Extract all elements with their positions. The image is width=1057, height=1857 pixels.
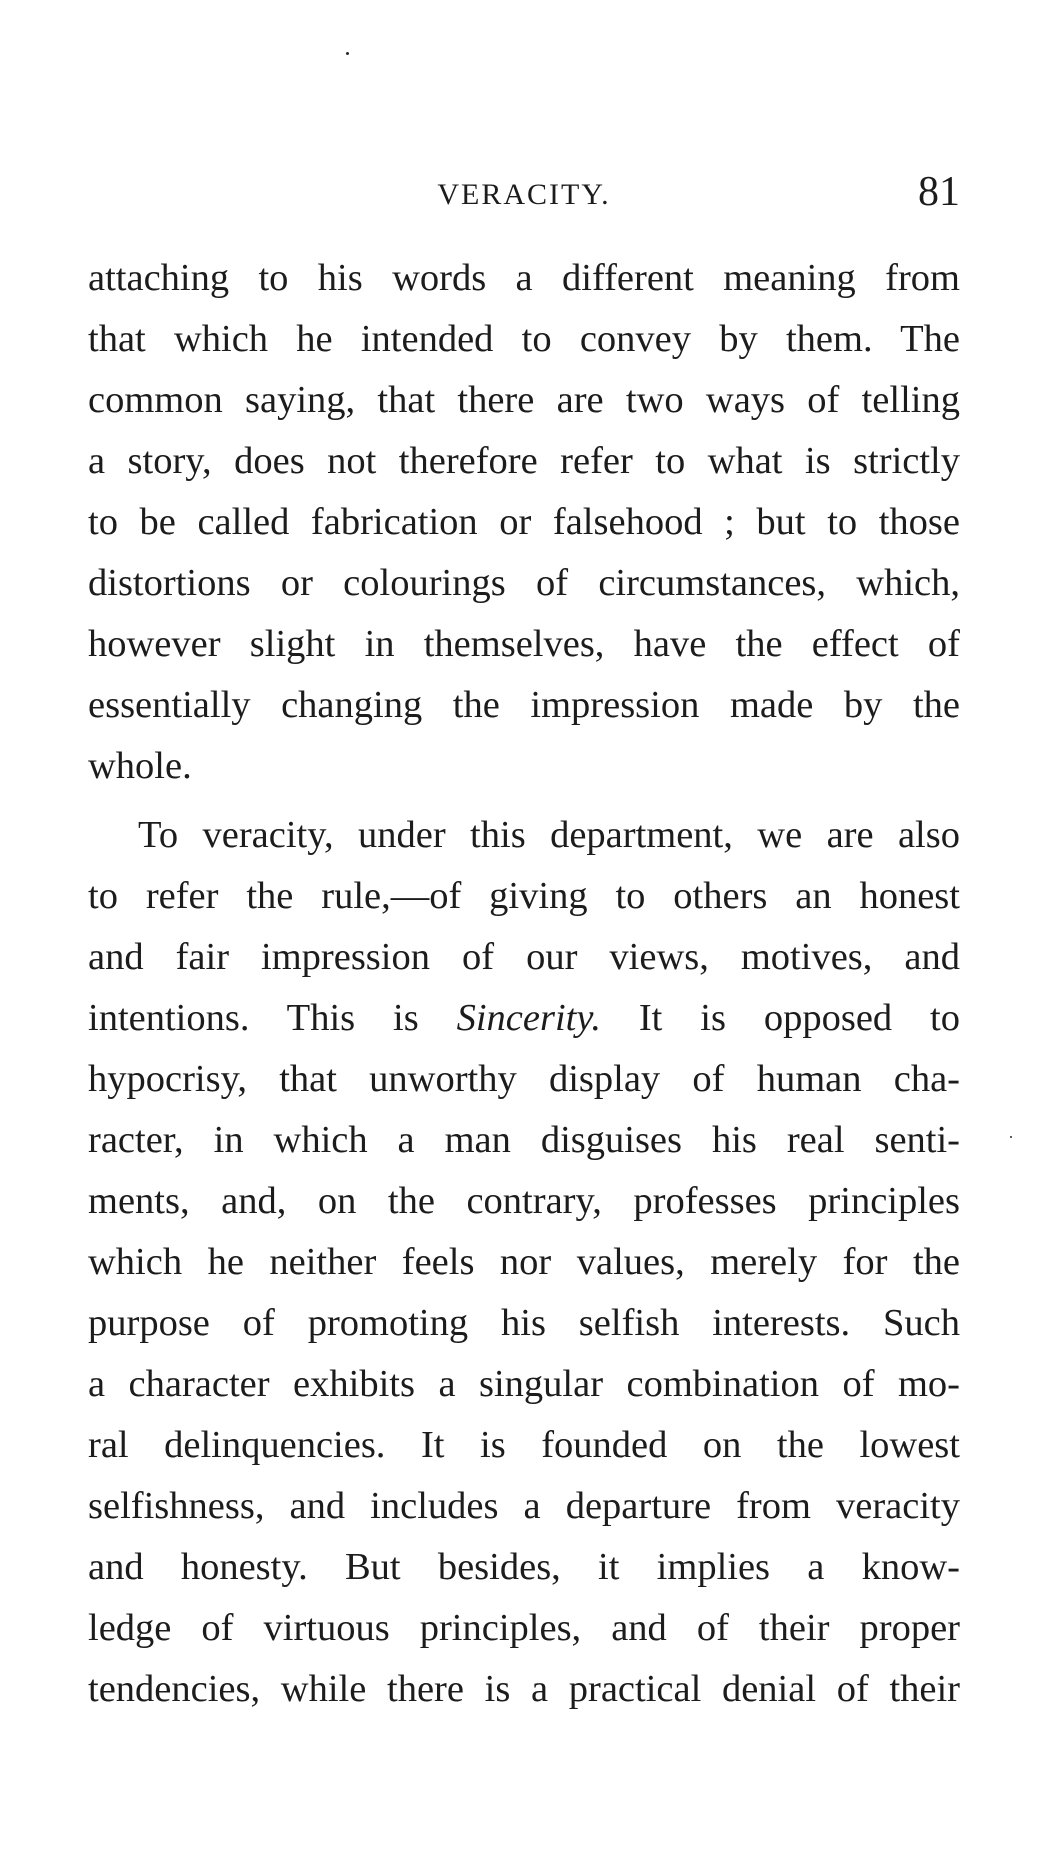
text-line: hypocrisy, that unworthy display of human cha- [88,1058,960,1100]
text-line-with-italic: intentions. This is Sincerity. It is opposed to [88,997,960,1039]
text-line: ledge of virtuous principles, and of their proper [88,1607,960,1649]
text-line: common saying, that there are two ways of telling [88,379,960,421]
print-speck [1010,1136,1012,1138]
body-text [88,248,960,1720]
text-line: ral delinquencies. It is founded on the lowest [88,1424,960,1466]
text-line: essentially changing the impression made by the [88,684,960,726]
paragraph-gap [88,797,960,805]
text-line: whole. [88,745,192,787]
text-line: distortions or colourings of circumstances, which, [88,562,960,604]
text-line: To veracity, under this department, we are also [138,814,960,856]
text-line: and fair impression of our views, motives, and [88,936,960,978]
text-line: and honesty. But besides, it implies a know- [88,1546,960,1588]
text-line: a story, does not therefore refer to what is strictly [88,440,960,482]
italic-term: Sincerity. [456,997,601,1039]
text-line: tendencies, while there is a practical denial of their [88,1668,960,1710]
page-number: 81 [918,169,960,215]
text-line: that which he intended to convey by them. The [88,318,960,360]
text-line: ments, and, on the contrary, professes principles [88,1180,960,1222]
text-line: to refer the rule,—of giving to others an honest [88,875,960,917]
text-line: purpose of promoting his selfish interests. Such [88,1302,960,1344]
paragraph-2 [88,805,960,1720]
text-line: a character exhibits a singular combination of mo- [88,1363,960,1405]
text-line: selfishness, and includes a departure from veracity [88,1485,960,1527]
text-line: attaching to his words a different meaning from [88,257,960,299]
running-header [88,168,960,224]
running-title: VERACITY. [437,178,611,211]
text-line: to be called fabrication or falsehood ; but to those [88,501,960,543]
text-line: which he neither feels nor values, merely for the [88,1241,960,1283]
paragraph-1 [88,248,960,797]
text-line: racter, in which a man disguises his real senti- [88,1119,960,1161]
text-line: however slight in themselves, have the effect of [88,623,960,665]
print-speck [346,52,349,55]
